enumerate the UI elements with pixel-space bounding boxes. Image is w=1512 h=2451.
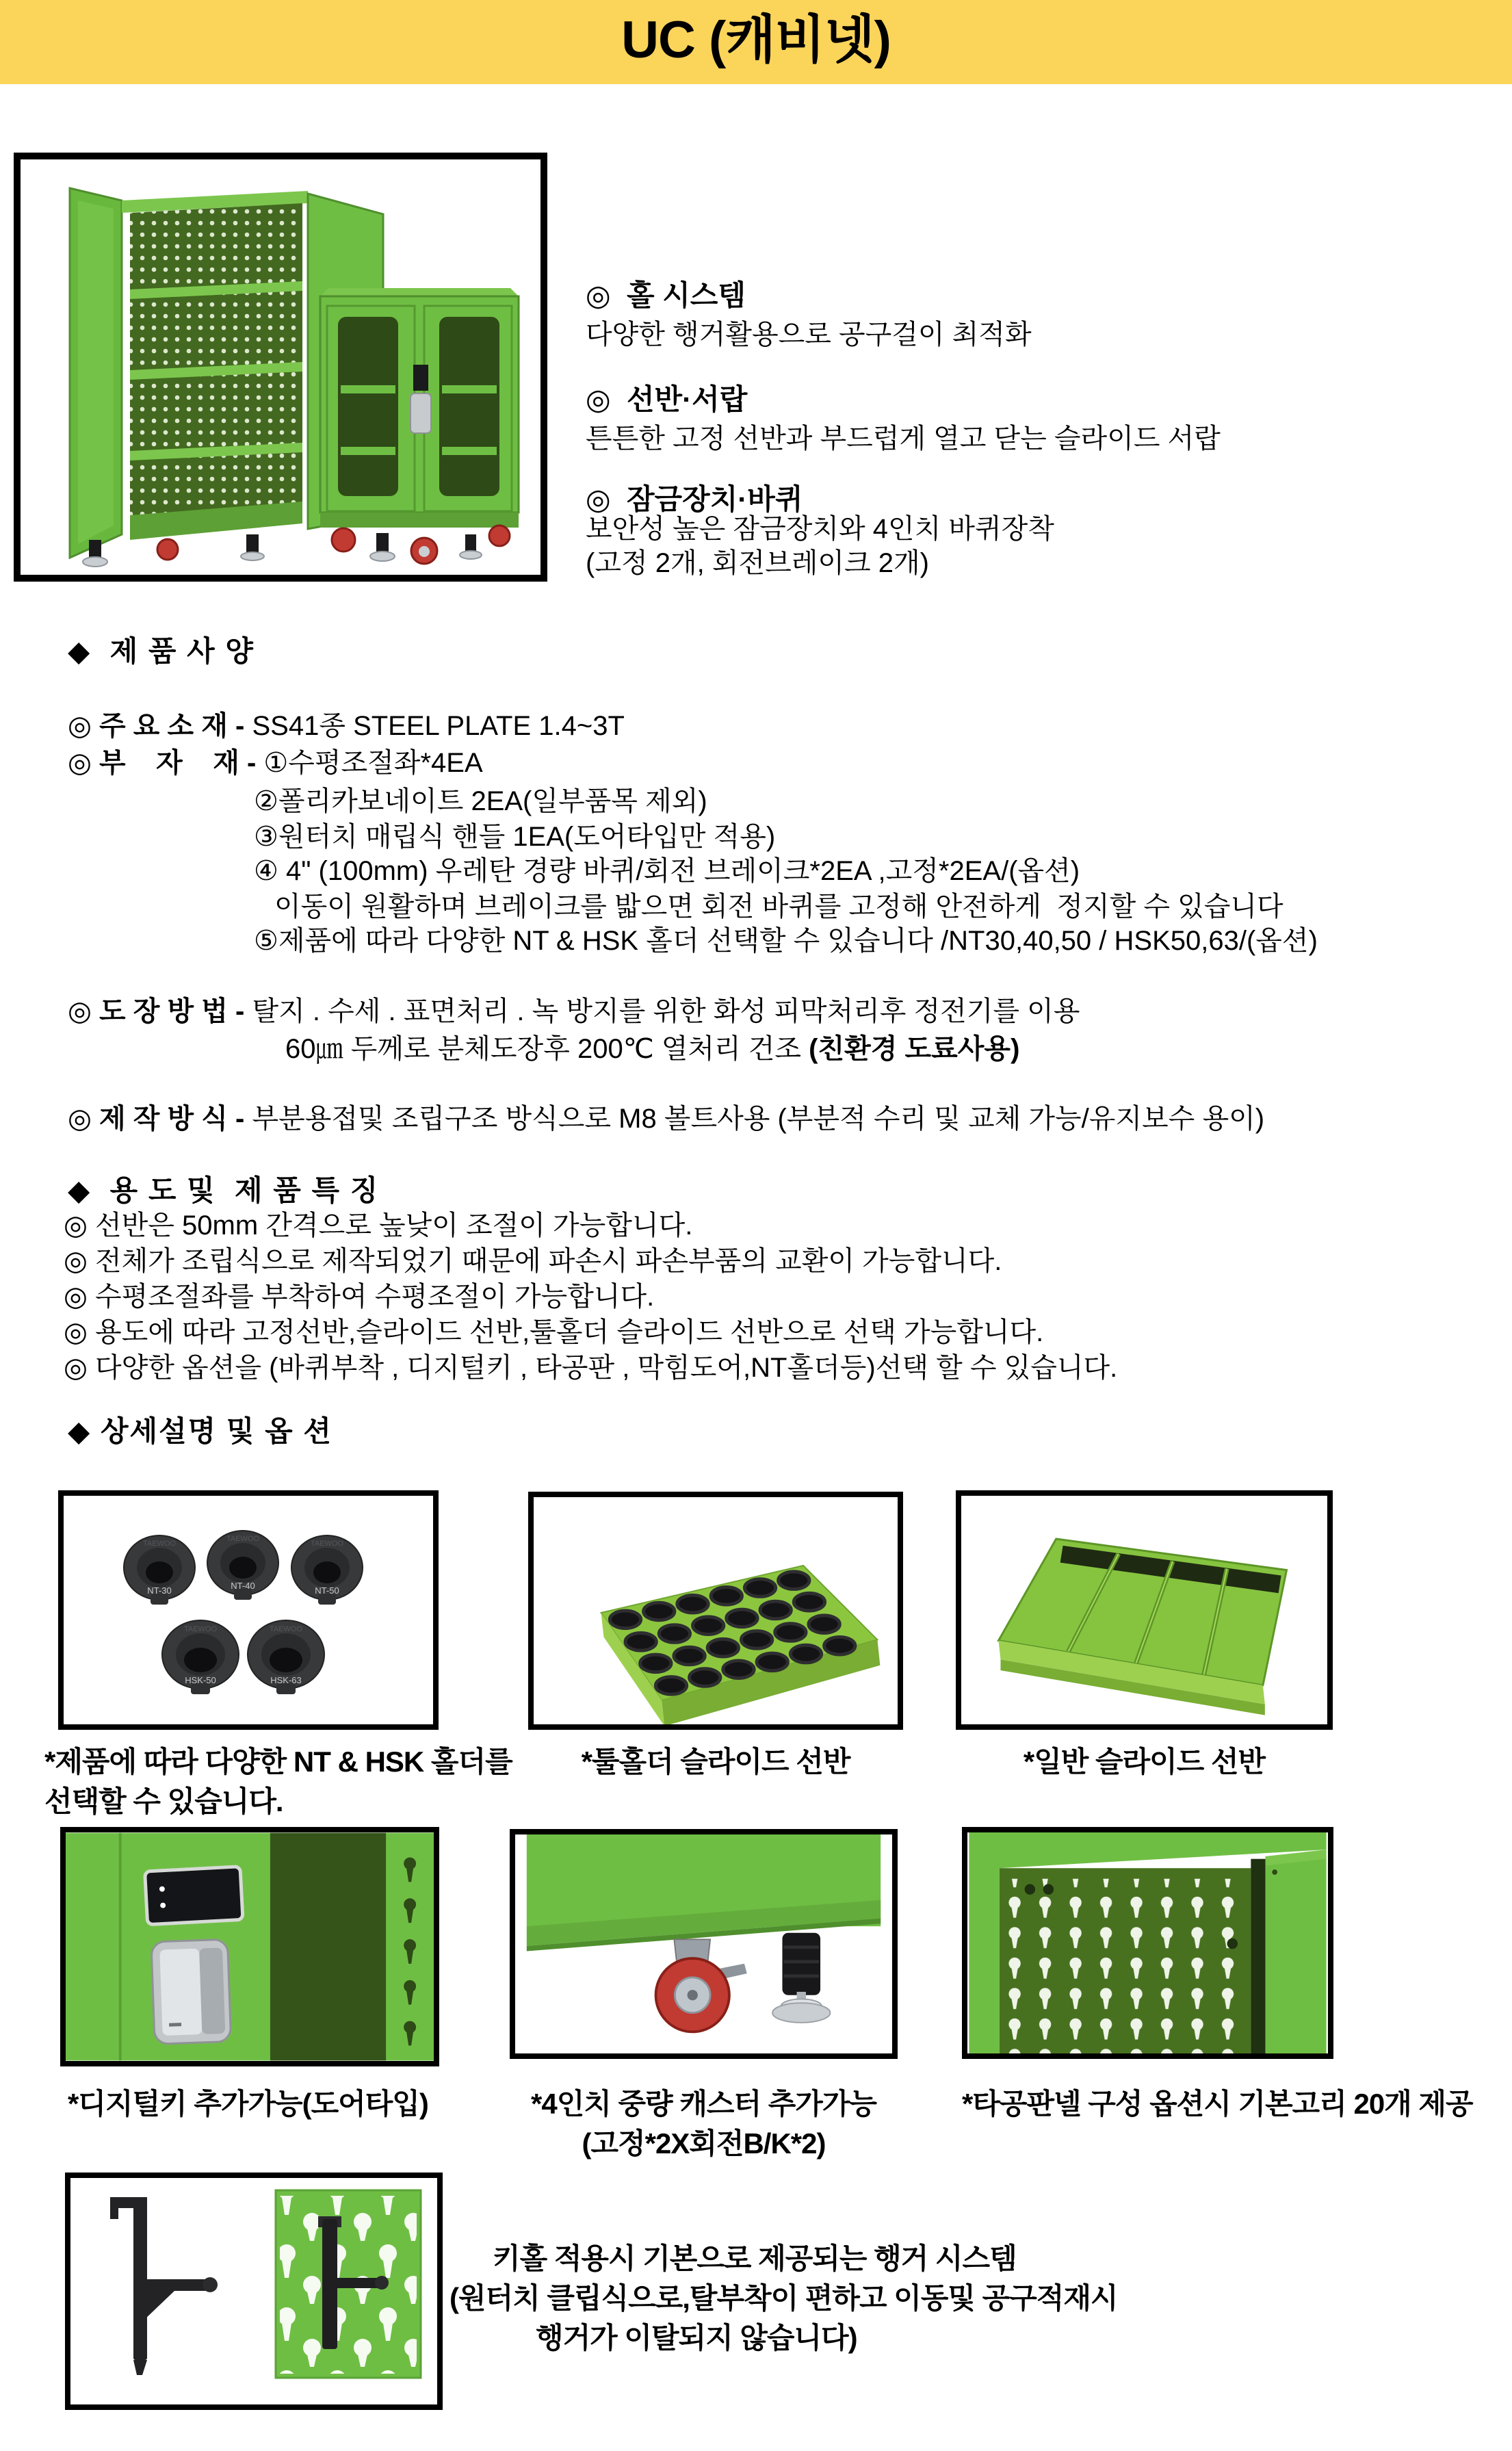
spec-value: 부분용접및 조립구조 방식으로 M8 볼트사용 (부분적 수리 및 교체 가능/유지보수 용이): [252, 1104, 1265, 1134]
spec-label: ◎ 주 요 소 재 -: [68, 711, 252, 741]
spec-row-build: [68, 1103, 1264, 1134]
section-title-usage: ◆ 용 도 및 제 품 특 징: [68, 1174, 380, 1206]
option-card-caster: [510, 1829, 898, 2059]
hanger-text-line1: 키홀 적용시 기본으로 제공되는 행거 시스템: [493, 2242, 1017, 2274]
feature-line: (고정 2개, 회전브레이크 2개): [586, 548, 929, 578]
holder-brand-text: TAEWOO: [142, 1540, 177, 1548]
usage-item: ◎ 선반은 50mm 간격으로 높낮이 조절이 가능합니다.: [64, 1210, 693, 1241]
feature-heading-hole-system: ◎ 홀 시스템: [586, 279, 746, 311]
spec-label: ◎ 제 작 방 식 -: [68, 1104, 252, 1134]
title-banner: [0, 0, 1512, 84]
spec-value: ①수평조절좌*4EA: [263, 748, 483, 778]
nt-hsk-holders-image: [64, 1496, 433, 1724]
caster-image: [515, 1834, 892, 2053]
spec-subsidiary-item: 이동이 원활하며 브레이크를 밟으면 회전 바퀴를 고정해 안전하게 정지할 수 있습니다: [274, 892, 1283, 922]
caption-nt-hsk-line1: *제품에 따라 다양한 NT & HSK 홀더를: [44, 1746, 512, 1778]
slide-shelf-image: [961, 1496, 1327, 1724]
spec-paint-line2: [285, 1033, 1019, 1065]
holder-brand-text: TAEWOO: [226, 1535, 260, 1543]
holder-brand-text: TAEWOO: [310, 1540, 344, 1548]
usage-item: ◎ 용도에 따라 고정선반,슬라이드 선반,툴홀더 슬라이드 선반으로 선택 가능합니다.: [64, 1317, 1044, 1347]
hanger-system-image: [70, 2178, 437, 2404]
spec-value: 탈지 . 수세 . 표면처리 . 녹 방지를 위한 화성 피막처리후 정전기를 이용: [252, 996, 1080, 1026]
holder-label: NT-50: [315, 1585, 339, 1596]
holder-label: HSK-50: [185, 1675, 216, 1685]
holder-brand-text: TAEWOO: [269, 1625, 303, 1633]
holder-label: NT-30: [147, 1585, 172, 1596]
spec-label: ◎ 도 장 방 법 -: [68, 996, 252, 1026]
spec-subsidiary-item: ⑤제품에 따라 다양한 NT & HSK 홀더 선택할 수 있습니다 /NT30,40,50 / HSK50,63/(옵션): [254, 926, 1318, 956]
digital-key-image: [66, 1832, 434, 2061]
spec-paint-eco-note: (친환경 도료사용): [809, 1034, 1020, 1064]
spec-value: 60㎛ 두께로 분체도장후 200℃ 열처리 건조: [285, 1034, 809, 1064]
option-card-digital-key: [60, 1827, 439, 2066]
caption-nt-hsk-line2: 선택할 수 있습니다.: [44, 1785, 283, 1817]
spec-row-material: [68, 710, 625, 742]
section-title-options: ◆ 상세설명 및 옵 션: [68, 1415, 333, 1447]
spec-value: SS41종 STEEL PLATE 1.4~3T: [252, 711, 625, 741]
holder-label: HSK-63: [270, 1675, 302, 1685]
caption-slide-shelf: *일반 슬라이드 선반: [1023, 1746, 1266, 1778]
hanger-system-frame: [65, 2173, 443, 2410]
caption-digital-key: *디지털키 추가가능(도어타입): [68, 2088, 428, 2120]
holder-brand-text: TAEWOO: [183, 1625, 218, 1633]
hanger-text-line2: (원터치 클립식으로,탈부착이 편하고 이동및 공구적재시: [449, 2282, 1118, 2314]
feature-line: 다양한 행거활용으로 공구걸이 최적화: [586, 320, 1032, 350]
usage-item: ◎ 수평조절좌를 부착하여 수평조절이 가능합니다.: [64, 1282, 655, 1312]
feature-line: 튼튼한 고정 선반과 부드럽게 열고 닫는 슬라이드 서랍: [586, 424, 1221, 454]
usage-item: ◎ 다양한 옵션을 (바퀴부착 , 디지털키 , 타공판 , 막힘도어,NT홀더등)선택 할 수 있습니다.: [64, 1353, 1118, 1383]
product-cabinets-image: [21, 159, 540, 575]
caption-toolholder-shelf: *툴홀더 슬라이드 선반: [581, 1746, 850, 1778]
product-image-frame: [14, 153, 547, 582]
feature-heading-shelf-drawer: ◎ 선반·서랍: [586, 383, 748, 415]
feature-heading-lock-wheel: ◎ 잠금장치·바퀴: [586, 483, 803, 515]
usage-item: ◎ 전체가 조립식으로 제작되었기 때문에 파손시 파손부품의 교환이 가능합니다.: [64, 1246, 1002, 1276]
option-card-toolholder-shelf: [528, 1492, 903, 1730]
toolholder-shelf-image: [534, 1497, 898, 1724]
spec-subsidiary-item: ②폴리카보네이트 2EA(일부품목 제외): [254, 786, 707, 816]
hanger-text-line3: 행거가 이탈되지 않습니다): [536, 2322, 857, 2354]
spec-subsidiary-item: ③원터치 매립식 핸들 1EA(도어타입만 적용): [254, 822, 776, 852]
caption-caster-line1: *4인치 중량 캐스터 추가가능: [530, 2088, 876, 2120]
option-card-nt-hsk-holders: [58, 1490, 439, 1730]
option-card-slide-shelf: [956, 1490, 1333, 1730]
page-title: UC (캐비넷): [621, 11, 891, 69]
pegboard-image: [967, 1832, 1328, 2053]
spec-row-subsidiary: [68, 747, 483, 779]
spec-label: ◎ 부 자 재 -: [68, 748, 264, 778]
option-card-pegboard: [962, 1827, 1333, 2059]
spec-subsidiary-item: ④ 4" (100mm) 우레탄 경량 바퀴/회전 브레이크*2EA ,고정*2EA/(옵션): [254, 856, 1080, 886]
section-title-spec: ◆ 제 품 사 양: [68, 635, 255, 667]
caption-caster-line2: (고정*2X회전B/K*2): [582, 2127, 826, 2160]
holder-label: NT-40: [231, 1581, 255, 1591]
caption-pegboard: *타공판넬 구성 옵션시 기본고리 20개 제공: [962, 2088, 1473, 2120]
spec-row-paint: [68, 996, 1080, 1027]
feature-line: 보안성 높은 잠금장치와 4인치 바퀴장착: [586, 514, 1054, 544]
